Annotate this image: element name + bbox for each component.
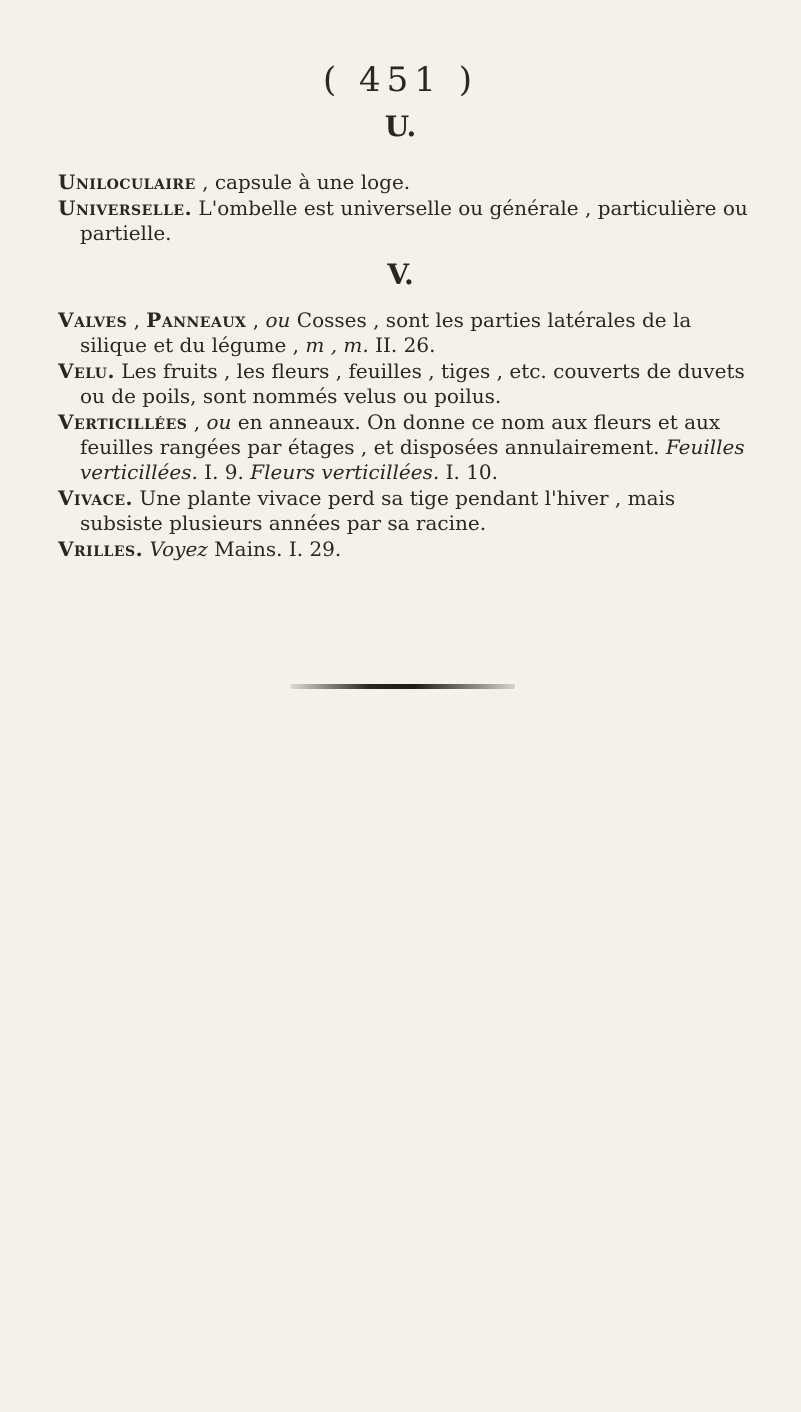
entry-headword: Uniloculaire [58, 170, 196, 194]
entry-definition: en anneaux. On donne ce nom aux fleurs et aux feuilles rangées par étages , et disposées annulairement. [80, 410, 721, 459]
section-u-entries [58, 170, 760, 247]
entry-headword: Vrilles. [58, 537, 144, 561]
entry-definition: Cosses , sont les parties latérales de la silique et du légume , [80, 308, 692, 357]
entry-definition: , capsule à une loge. [195, 170, 411, 194]
end-rule-divider [290, 684, 515, 689]
section-v-entries [58, 308, 760, 563]
entry-definition: Mains. I. 29. [207, 537, 342, 561]
entry-headword: Valves [58, 308, 128, 332]
entry-definition: L'ombelle est universelle ou générale , particulière ou partielle. [80, 196, 748, 245]
section-letter-u: U. [384, 110, 417, 143]
section-letter-v: V. [387, 258, 414, 291]
entry-headword: Velu. [58, 359, 115, 383]
glossary-entry [58, 486, 760, 536]
entry-definition: Une plante vivace perd sa tige pendant l'hiver , mais subsiste plusieurs années par sa racine. [80, 486, 676, 535]
glossary-entry [58, 359, 760, 409]
glossary-entry [58, 196, 760, 246]
entry-headword: Verticillées [58, 410, 188, 434]
glossary-entry: Verticillées , ou en anneaux. On donne ce nom aux fleurs et aux feuilles rangées par étages , et disposées annulairement. Feuilles verticillées. I. 9. Fleurs verticillées. I. 10. [58, 410, 745, 484]
entry-headword: Universelle. [58, 196, 193, 220]
glossary-entry: Valves , Panneaux , ou Cosses , sont les parties latérales de la silique et du légume , m , m. II. 26. [58, 308, 692, 357]
entry-definition: Les fruits , les fleurs , feuilles , tiges , etc. couverts de duvets ou de poils, sont nommés velus ou poilus. [80, 359, 745, 408]
entry-headword-alt: Panneaux [146, 308, 247, 332]
entry-headword: Vivace. [58, 486, 133, 510]
page-number: ( 451 ) [322, 60, 479, 100]
glossary-entry: Vrilles. Voyez Mains. I. 29. [58, 537, 342, 561]
glossary-entry [58, 170, 760, 195]
